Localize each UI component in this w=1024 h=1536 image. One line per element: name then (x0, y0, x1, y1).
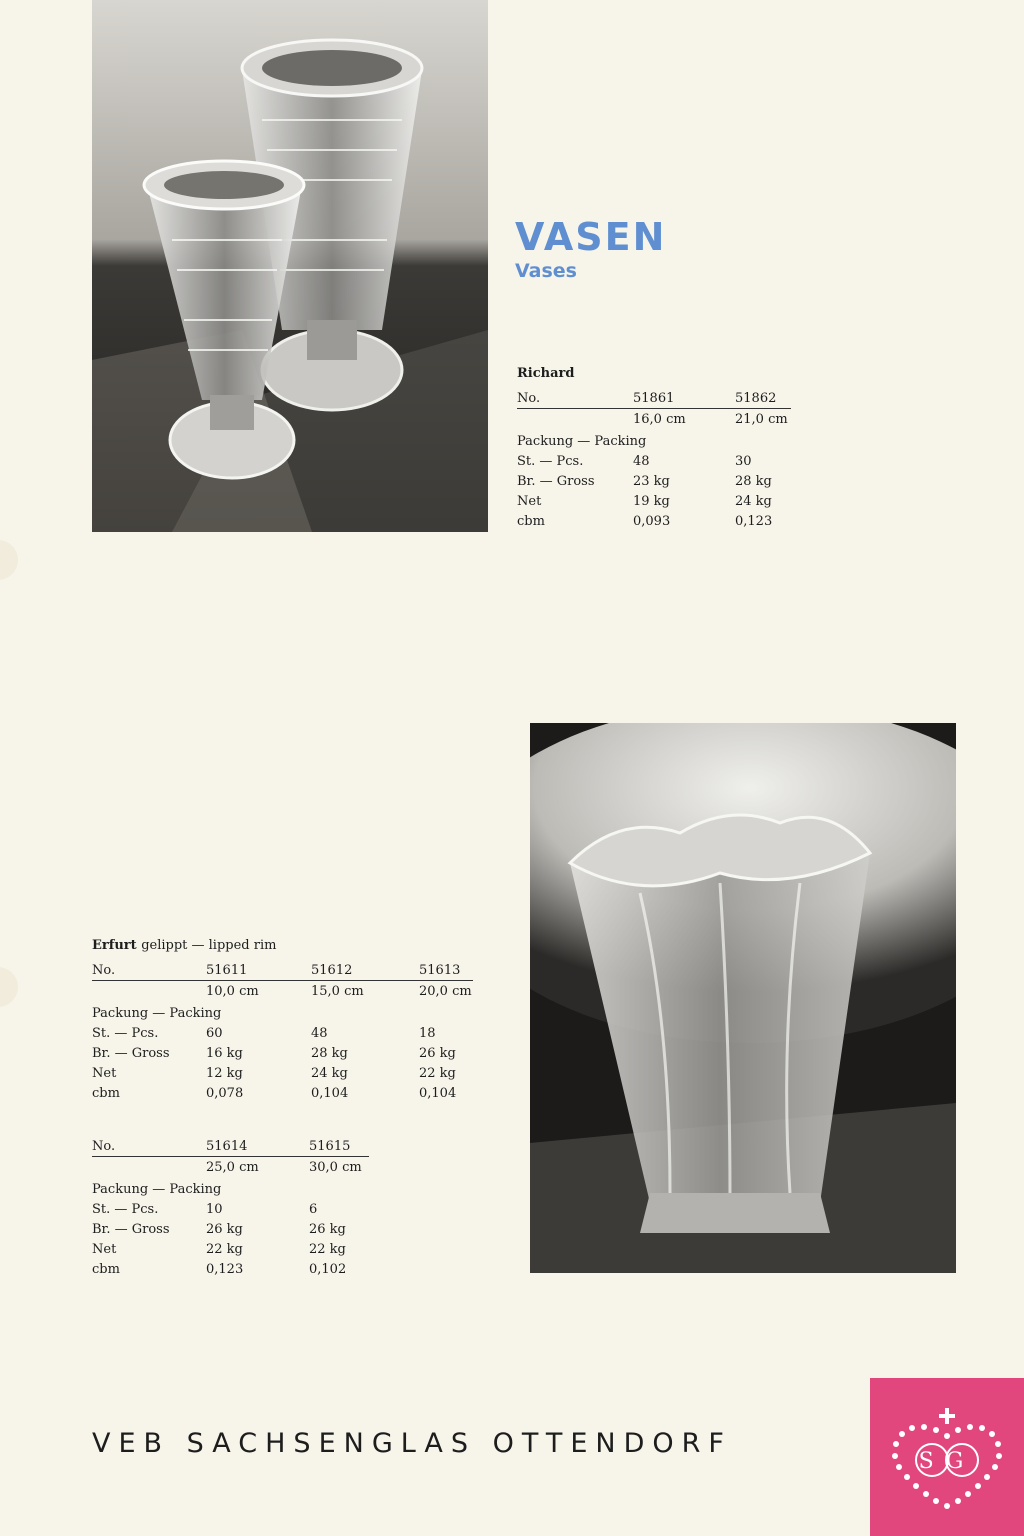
punch-hole (0, 540, 18, 580)
row-label: Net (517, 493, 542, 509)
packing-label: Packung — Packing (92, 1005, 222, 1021)
item-number: 51615 (309, 1138, 351, 1154)
row-label: cbm (92, 1261, 120, 1277)
row-label: St. — Pcs. (517, 453, 584, 469)
packing-label: Packung — Packing (92, 1181, 222, 1197)
cell-value: 0,078 (206, 1085, 244, 1101)
page-title: VASEN (515, 215, 667, 259)
row-label: Net (92, 1241, 117, 1257)
page-subtitle: Vases (515, 260, 577, 282)
row-label: cbm (92, 1085, 120, 1101)
no-label: No. (92, 962, 116, 978)
cell-value: 10 (206, 1201, 223, 1217)
table-row (92, 1003, 473, 1023)
cell-value: 24 kg (735, 493, 772, 509)
cell-value: 28 kg (735, 473, 772, 489)
row-label: Net (92, 1065, 117, 1081)
table-row (517, 431, 791, 451)
row-label: Br. — Gross (92, 1221, 170, 1237)
cell-value: 0,104 (311, 1085, 349, 1101)
punch-hole (0, 967, 18, 1007)
cell-value: 18 (419, 1025, 436, 1041)
item-number: 51613 (419, 962, 461, 978)
cell-value: 26 kg (206, 1221, 243, 1237)
table-row (92, 1259, 369, 1279)
row-label: St. — Pcs. (92, 1201, 159, 1217)
product-name: Richard (517, 366, 575, 381)
table-row (92, 1063, 473, 1083)
vase-photo-erfurt (530, 723, 956, 1273)
table-row (517, 388, 791, 409)
product-name (92, 938, 473, 954)
cell-value: 22 kg (309, 1241, 346, 1257)
table-row (92, 1083, 473, 1103)
table-row (517, 471, 791, 491)
table-row (92, 1239, 369, 1259)
table-row (517, 451, 791, 471)
size-value: 25,0 cm (206, 1159, 259, 1175)
table-row (92, 1136, 369, 1157)
row-label: Br. — Gross (92, 1045, 170, 1061)
cell-value: 0,093 (633, 513, 671, 529)
cell-value: 22 kg (206, 1241, 243, 1257)
item-number: 51611 (206, 962, 248, 978)
cell-value: 6 (309, 1201, 318, 1217)
size-value: 16,0 cm (633, 411, 686, 427)
item-number: 51862 (735, 390, 777, 406)
sachsenglas-logo (870, 1378, 1024, 1536)
item-number: 51614 (206, 1138, 248, 1154)
cell-value: 0,123 (735, 513, 773, 529)
cell-value: 48 (633, 453, 650, 469)
item-number: 51612 (311, 962, 353, 978)
cell-value: 0,102 (309, 1261, 347, 1277)
table-row (92, 960, 473, 981)
packing-label: Packung — Packing (517, 433, 647, 449)
cell-value: 22 kg (419, 1065, 456, 1081)
table-row (92, 1043, 473, 1063)
row-label: St. — Pcs. (92, 1025, 159, 1041)
company-name: VEB SACHSENGLAS OTTENDORF (92, 1428, 732, 1459)
cell-value: 23 kg (633, 473, 670, 489)
no-label: No. (92, 1138, 116, 1154)
table-row (92, 1199, 369, 1219)
row-label: Br. — Gross (517, 473, 595, 489)
table-row (92, 1179, 369, 1199)
table-row (92, 1219, 369, 1239)
cell-value: 24 kg (311, 1065, 348, 1081)
cell-value: 0,104 (419, 1085, 457, 1101)
table-row (92, 1157, 369, 1177)
table-row (517, 409, 791, 429)
cell-value: 0,123 (206, 1261, 244, 1277)
item-number: 51861 (633, 390, 675, 406)
cell-value: 60 (206, 1025, 223, 1041)
table-row (92, 1023, 473, 1043)
vase-photo-richard (92, 0, 488, 532)
no-label: No. (517, 390, 541, 406)
cell-value: 19 kg (633, 493, 670, 509)
product-descriptor: gelippt — lipped rim (141, 938, 277, 953)
cell-value: 30 (735, 453, 752, 469)
spec-table-erfurt (92, 938, 473, 1103)
size-value: 21,0 cm (735, 411, 788, 427)
cell-value: 28 kg (311, 1045, 348, 1061)
size-value: 20,0 cm (419, 983, 472, 999)
table-row (517, 491, 791, 511)
row-label: cbm (517, 513, 545, 529)
cell-value: 48 (311, 1025, 328, 1041)
table-row (92, 981, 473, 1001)
size-value: 15,0 cm (311, 983, 364, 999)
spec-table-erfurt-large (92, 1136, 369, 1279)
table-row (517, 511, 791, 531)
logo-letters: SG (918, 1449, 976, 1474)
cell-value: 26 kg (309, 1221, 346, 1237)
product-name-bold: Erfurt (92, 938, 137, 953)
cell-value: 12 kg (206, 1065, 243, 1081)
cell-value: 16 kg (206, 1045, 243, 1061)
cell-value: 26 kg (419, 1045, 456, 1061)
size-value: 30,0 cm (309, 1159, 362, 1175)
spec-table-richard (517, 366, 791, 531)
size-value: 10,0 cm (206, 983, 259, 999)
